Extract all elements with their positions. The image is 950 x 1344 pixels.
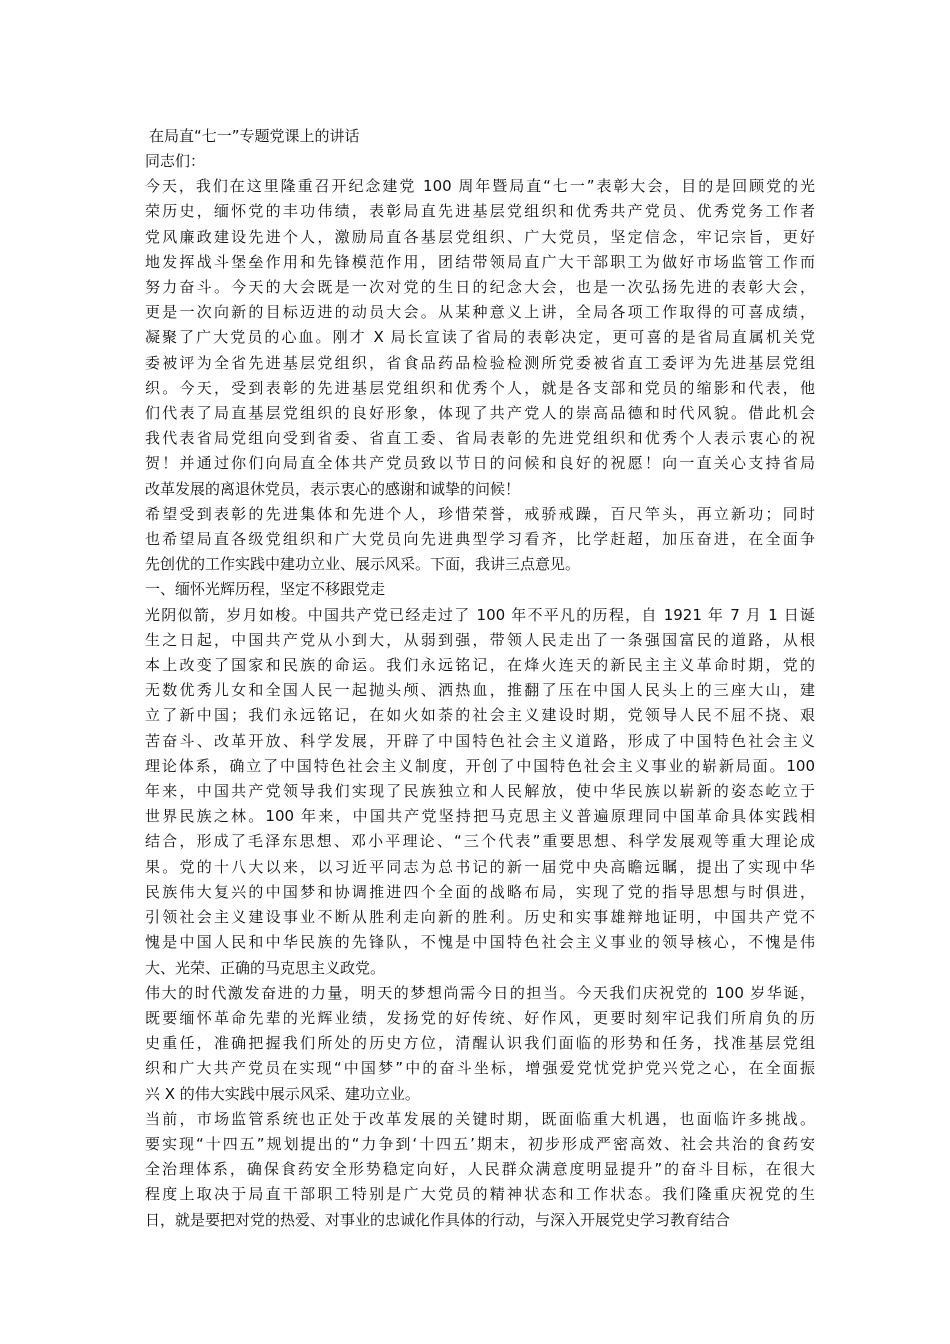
paragraph-line: 今天，我们在这里隆重召开纪念建党 100 周年暨局直“七一”表彰大会，目的是回顾党的光 xyxy=(145,177,815,196)
paragraph-line: 引领社会主义建设事业不断从胜利走向新的胜利。历史和实事雄辩地证明，中国共产党不 xyxy=(145,908,815,927)
paragraph-line: 无数优秀儿女和全国人民一起抛头颅、洒热血，推翻了压在中国人民头上的三座大山，建 xyxy=(145,681,815,700)
document-body xyxy=(145,124,815,1233)
paragraph-line: 本上改变了国家和民族的命运。我们永远铭记，在烽火连天的新民主主义革命时期，党的 xyxy=(145,656,815,675)
paragraph-line: 生之日起，中国共产党从小到大，从弱到强，带领人民走出了一条强国富民的道路，从根 xyxy=(145,630,815,649)
paragraph xyxy=(145,174,815,502)
paragraph-line: 努力奋斗。今天的大会既是一次对党的生日的纪念大会，也是一次弘扬先进的表彰大会， xyxy=(145,278,815,297)
paragraph-line: 荣历史，缅怀党的丰功伟绩，表彰局直先进基层党组织和优秀共产党员、优秀党务工作者 xyxy=(145,202,815,221)
paragraph-line: 一、缅怀光辉历程，坚定不移跟党走 xyxy=(145,580,386,599)
paragraph xyxy=(145,603,815,981)
paragraph-line: 果。党的十八大以来，以习近平同志为总书记的新一届党中央高瞻远瞩，提出了实现中华 xyxy=(145,857,815,876)
paragraph-line: 我代表省局党组向受到省委、省直工委、省局表彰的先进党组织和优秀个人表示衷心的祝 xyxy=(145,429,815,448)
paragraph-line: 大、光荣、正确的马克思主义政党。 xyxy=(145,958,386,977)
paragraph-line: 既要缅怀革命先辈的光辉业绩，发扬党的好传统、好作风，更要时刻牢记我们所肩负的历 xyxy=(145,1008,815,1027)
paragraph xyxy=(145,981,815,1107)
paragraph-line: 民族伟大复兴的中国梦和协调推进四个全面的战略布局，实现了党的指导思想与时俱进， xyxy=(145,882,815,901)
paragraph-line: 地发挥战斗堡垒作用和先锋模范作用，团结带领局直广大干部职工为做好市场监管工作而 xyxy=(145,252,815,271)
paragraph xyxy=(145,1107,815,1233)
paragraph-line: 愧是中国人民和中华民族的先锋队，不愧是中国特色社会主义事业的领导核心，不愧是伟 xyxy=(145,933,815,952)
paragraph-line: 日，就是要把对党的热爱、对事业的忠诚化作具体的行动，与深入开展党史学习教育结合 xyxy=(145,1210,731,1229)
paragraph-line: 凝聚了广大党员的心血。刚才 X 局长宣读了省局的表彰决定，更可喜的是省局直属机关党 xyxy=(145,328,815,347)
paragraph-line: 贺！并通过你们向局直全体共产党员致以节日的问候和良好的祝愿！向一直关心支持省局 xyxy=(145,454,815,473)
paragraph-line: 世界民族之林。100 年来，中国共产党坚持把马克思主义普遍原理同中国革命具体实践相 xyxy=(145,807,815,826)
paragraph-line: 当前，市场监管系统也正处于改革发展的关键时期，既面临重大机遇，也面临许多挑战。 xyxy=(145,1109,815,1128)
paragraph-line: 理论体系，确立了中国特色社会主义制度，开创了中国特色社会主义事业的崭新局面。100 xyxy=(145,756,815,775)
paragraph-line: 改革发展的离退休党员，表示衷心的感谢和诚挚的问候！ xyxy=(145,479,521,498)
paragraph-line: 程度上取决于局直干部职工特别是广大党员的精神状态和工作状态。我们隆重庆祝党的生 xyxy=(145,1185,815,1204)
paragraph-line: 年来，中国共产党领导我们实现了民族独立和人民解放，使中华民族以崭新的姿态屹立于 xyxy=(145,782,815,801)
paragraph-line: 立了新中国；我们永远铭记，在如火如荼的社会主义建设时期，党领导人民不屈不挠、艰 xyxy=(145,706,815,725)
paragraph-line: 结合，形成了毛泽东思想、邓小平理论、“三个代表”重要思想、科学发展观等重大理论成 xyxy=(145,832,815,851)
paragraph-line: 史重任，准确把握我们所处的历史方位，清醒认识我们面临的形势和任务，找准基层党组 xyxy=(145,1034,815,1053)
paragraph-line: 党风廉政建设先进个人，激励局直各基层党组织、广大党员，坚定信念，牢记宗旨，更好 xyxy=(145,227,815,246)
paragraph xyxy=(145,502,815,578)
paragraph-line: 先创优的工作实践中建功立业、展示风采。下面，我讲三点意见。 xyxy=(145,555,581,574)
paragraph-line: 全治理体系，确保食药安全形势稳定向好，人民群众满意度明显提升”的奋斗目标，在很大 xyxy=(145,1160,815,1179)
salutation: 同志们： xyxy=(145,152,206,170)
paragraph-line: 织和广大共产党员在实现“中国梦”中的奋斗坐标，增强爱党忧党护党兴党之心，在全面振 xyxy=(145,1059,815,1078)
paragraph xyxy=(145,577,815,602)
paragraph-line: 光阴似箭，岁月如梭。中国共产党已经走过了 100 年不平凡的历程，自 1921 年 7 月 1 日诞 xyxy=(145,605,815,624)
paragraph-line: 织。今天，受到表彰的先进基层党组织和优秀个人，就是各支部和党员的缩影和代表，他 xyxy=(145,378,815,397)
paragraph-line: 们代表了局直基层党组织的良好形象，体现了共产党人的崇高品德和时代风貌。借此机会 xyxy=(145,404,815,423)
paragraph-line: 更是一次向新的目标迈进的动员大会。从某种意义上讲，全局各项工作取得的可喜成绩， xyxy=(145,303,815,322)
paragraph-line: 也希望局直各级党组织和广大党员向先进典型学习看齐，比学赶超，加压奋进，在全面争 xyxy=(145,530,815,549)
paragraph-line: 兴 X 的伟大实践中展示风采、建功立业。 xyxy=(145,1084,420,1103)
paragraph-line: 委被评为全省先进基层党组织，省食品药品检验检测所党委被省直工委评为先进基层党组 xyxy=(145,353,815,372)
document-title: 在局直“七一”专题党课上的讲话 xyxy=(149,127,360,145)
paragraph-line: 伟大的时代激发奋进的力量，明天的梦想尚需今日的担当。今天我们庆祝党的 100 岁华诞， xyxy=(145,983,815,1002)
paragraph-line: 要实现“十四五”规划提出的“力争到‘十四五’期末，初步形成严密高效、社会共治的食药安 xyxy=(145,1134,815,1153)
paragraph-line: 希望受到表彰的先进集体和先进个人，珍惜荣誉，戒骄戒躁，百尺竿头，再立新功；同时 xyxy=(145,504,815,523)
paragraph-line: 苦奋斗、改革开放、科学发展，开辟了中国特色社会主义道路，形成了中国特色社会主义 xyxy=(145,731,815,750)
